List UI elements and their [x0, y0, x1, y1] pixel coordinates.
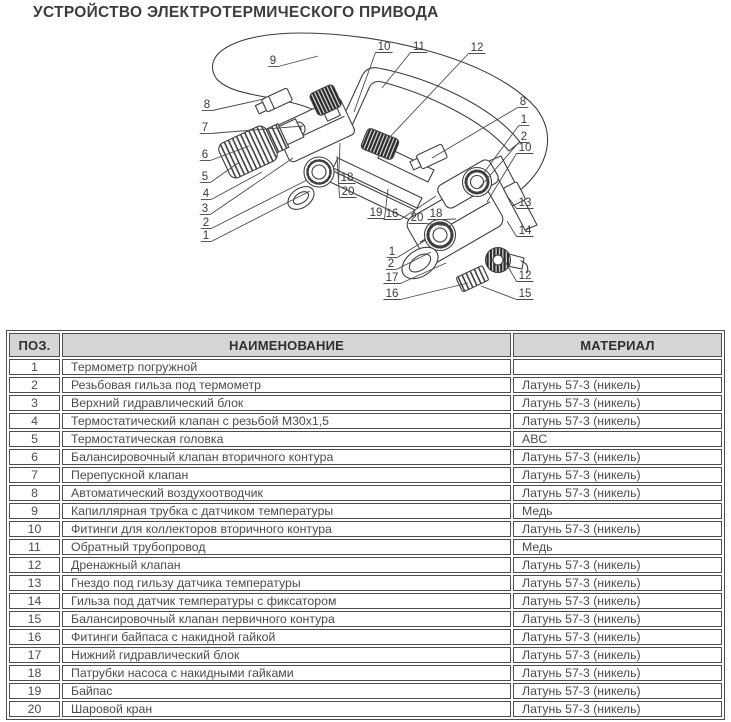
parts-table — [6, 330, 725, 720]
callout-number: 15 — [518, 288, 532, 300]
name-cell: Дренажный клапан — [62, 557, 511, 573]
material-cell: Латунь 57-3 (никель) — [513, 593, 722, 609]
table-row — [9, 449, 722, 465]
callout-number: 6 — [201, 149, 209, 161]
table-row — [9, 593, 722, 609]
callout-number: 2 — [202, 217, 210, 229]
callout-number: 7 — [201, 122, 209, 134]
table-row — [9, 395, 722, 411]
callout-number: 3 — [201, 203, 209, 215]
callout-number: 14 — [518, 225, 532, 237]
name-cell: Патрубки насоса с накидными гайками — [62, 665, 511, 681]
device-diagram — [0, 0, 731, 326]
callout-number: 10 — [518, 142, 532, 154]
callout-number: 20 — [341, 186, 355, 198]
table-row — [9, 359, 722, 375]
table-row — [9, 647, 722, 663]
material-cell: Латунь 57-3 (никель) — [513, 647, 722, 663]
material-cell: Латунь 57-3 (никель) — [513, 575, 722, 591]
pos-cell: 3 — [9, 395, 60, 411]
material-cell: Латунь 57-3 (никель) — [513, 665, 722, 681]
table-row — [9, 467, 722, 483]
material-cell: ABC — [513, 431, 722, 447]
callout-number: 18 — [429, 208, 443, 220]
name-cell: Балансировочный клапан первичного контура — [62, 611, 511, 627]
header-pos: ПОЗ. — [9, 333, 60, 357]
callout-number: 1 — [202, 230, 210, 242]
pos-cell: 14 — [9, 593, 60, 609]
name-cell: Байпас — [62, 683, 511, 699]
pos-cell: 5 — [9, 431, 60, 447]
table-row — [9, 575, 722, 591]
callout-number: 18 — [340, 172, 354, 184]
material-cell: Латунь 57-3 (никель) — [513, 557, 722, 573]
callout-number: 13 — [518, 197, 532, 209]
table-row — [9, 539, 722, 555]
name-cell: Фитинги для коллекторов вторичного контура — [62, 521, 511, 537]
name-cell: Термометр погружной — [62, 359, 511, 375]
pos-cell: 7 — [9, 467, 60, 483]
table-row — [9, 521, 722, 537]
name-cell: Нижний гидравлический блок — [62, 647, 511, 663]
name-cell: Капиллярная трубка с датчиком температуры — [62, 503, 511, 519]
pos-cell: 4 — [9, 413, 60, 429]
table-header-row — [9, 333, 722, 357]
pos-cell: 11 — [9, 539, 60, 555]
table-row — [9, 503, 722, 519]
name-cell: Обратный трубопровод — [62, 539, 511, 555]
table-row — [9, 377, 722, 393]
pos-cell: 8 — [9, 485, 60, 501]
pos-cell: 1 — [9, 359, 60, 375]
callout-number: 12 — [470, 42, 484, 54]
pos-cell: 10 — [9, 521, 60, 537]
pos-cell: 15 — [9, 611, 60, 627]
pos-cell: 20 — [9, 701, 60, 717]
header-name: НАИМЕНОВАНИЕ — [62, 333, 511, 357]
pos-cell: 13 — [9, 575, 60, 591]
pos-cell: 6 — [9, 449, 60, 465]
table-row — [9, 413, 722, 429]
air-vent-left — [254, 88, 293, 116]
material-cell: Латунь 57-3 (никель) — [513, 521, 722, 537]
callout-number: 17 — [385, 272, 399, 284]
callout-number: 4 — [202, 188, 210, 200]
callout-number: 11 — [413, 41, 425, 53]
callout-number: 2 — [387, 258, 395, 270]
name-cell: Перепускной клапан — [62, 467, 511, 483]
table-row — [9, 629, 722, 645]
material-cell: Латунь 57-3 (никель) — [513, 629, 722, 645]
callout-number: 19 — [369, 207, 383, 219]
name-cell: Термостатический клапан с резьбой М30х1,5 — [62, 413, 511, 429]
table-row — [9, 431, 722, 447]
pos-cell: 12 — [9, 557, 60, 573]
table-row — [9, 665, 722, 681]
table-row — [9, 701, 722, 717]
callout-number: 16 — [385, 288, 399, 300]
header-material: МАТЕРИАЛ — [513, 333, 722, 357]
callout-number: 20 — [410, 212, 424, 224]
material-cell: Латунь 57-3 (никель) — [513, 467, 722, 483]
pump-flange-upper — [284, 182, 319, 214]
callout-number: 12 — [518, 270, 532, 282]
name-cell: Автоматический воздухоотводчик — [62, 485, 511, 501]
union-nut — [456, 265, 489, 292]
table-row — [9, 683, 722, 699]
callout-number: 2 — [520, 131, 528, 143]
callout-number: 9 — [269, 55, 277, 67]
callout-number: 1 — [520, 114, 528, 126]
name-cell: Резьбовая гильза под термометр — [62, 377, 511, 393]
pos-cell: 19 — [9, 683, 60, 699]
name-cell: Термостатическая головка — [62, 431, 511, 447]
material-cell: Латунь 57-3 (никель) — [513, 683, 722, 699]
pos-cell: 16 — [9, 629, 60, 645]
page-title: УСТРОЙСТВО ЭЛЕКТРОТЕРМИЧЕСКОГО ПРИВОДА — [33, 4, 439, 21]
material-cell — [513, 359, 722, 375]
callout-number: 8 — [203, 99, 211, 111]
table-row — [9, 557, 722, 573]
callout-number: 16 — [385, 208, 399, 220]
callout-number: 5 — [201, 171, 209, 183]
name-cell: Фитинги байпаса с накидной гайкой — [62, 629, 511, 645]
pos-cell: 17 — [9, 647, 60, 663]
material-cell: Медь — [513, 503, 722, 519]
name-cell: Балансировочный клапан вторичного контура — [62, 449, 511, 465]
name-cell: Верхний гидравлический блок — [62, 395, 511, 411]
material-cell: Медь — [513, 539, 722, 555]
material-cell: Латунь 57-3 (никель) — [513, 377, 722, 393]
material-cell: Латунь 57-3 (никель) — [513, 395, 722, 411]
name-cell: Гильза под датчик температуры с фиксатором — [62, 593, 511, 609]
pos-cell: 9 — [9, 503, 60, 519]
callout-number: 1 — [388, 246, 396, 258]
callout-number: 8 — [519, 96, 527, 108]
material-cell: Латунь 57-3 (никель) — [513, 449, 722, 465]
table-row — [9, 485, 722, 501]
material-cell: Латунь 57-3 (никель) — [513, 611, 722, 627]
callout-number: 10 — [377, 41, 391, 53]
material-cell: Латунь 57-3 (никель) — [513, 701, 722, 717]
material-cell: Латунь 57-3 (никель) — [513, 413, 722, 429]
pos-cell: 2 — [9, 377, 60, 393]
material-cell: Латунь 57-3 (никель) — [513, 485, 722, 501]
pos-cell: 18 — [9, 665, 60, 681]
name-cell: Шаровой кран — [62, 701, 511, 717]
table-row — [9, 611, 722, 627]
name-cell: Гнездо под гильзу датчика температуры — [62, 575, 511, 591]
